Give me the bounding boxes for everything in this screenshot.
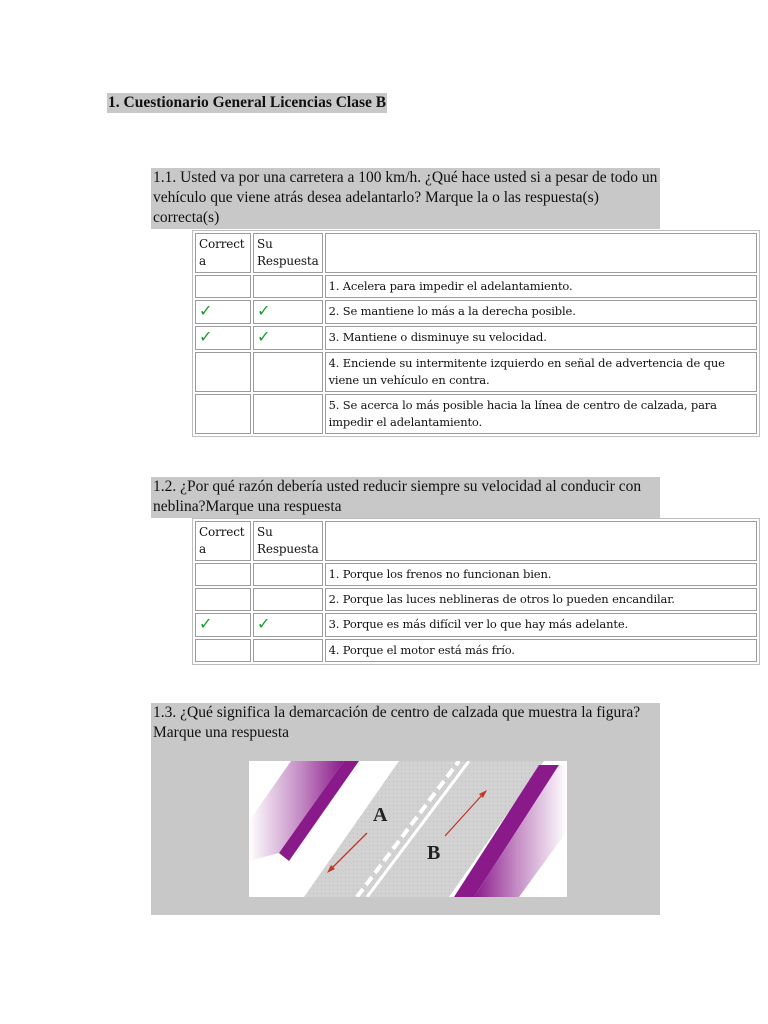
option-text: 3. Mantiene o disminuye su velocidad. [325,326,757,350]
correct-cell [195,326,251,350]
check-icon: ✓ [257,327,271,346]
option-text: 4. Enciende su intermitente izquierdo en señal de advertencia de que viene un vehículo en contra. [325,352,757,392]
user-answer-cell [253,639,323,662]
table-row [195,563,757,586]
user-answer-cell [253,352,323,392]
table-header-row [195,233,757,273]
header-user-answer: Su Respuesta [253,233,323,273]
user-answer-cell [253,275,323,298]
section-title: 1. Cuestionario General Licencias Clase B [108,94,387,111]
label-a: A [373,804,388,826]
table-row [195,275,757,298]
check-icon: ✓ [199,301,213,320]
header-user-answer: Su Respuesta [253,521,323,561]
check-icon: ✓ [199,327,213,346]
header-correct: Correct a [195,233,251,273]
option-text: 5. Se acerca lo más posible hacia la línea de centro de calzada, para impedir el adelantamiento. [325,394,757,434]
question-1-3-text: 1.3. ¿Qué significa la demarcación de centro de calzada que muestra la figura? Marque una respuesta [153,704,641,741]
user-answer-cell [253,300,323,324]
table-row [195,394,757,434]
table-row [195,613,757,637]
question-1-2-prompt: 1.2. ¿Por qué razón debería usted reducir siempre su velocidad al conducir con neblina?Marque una respuesta [151,477,660,518]
label-b: B [427,842,441,864]
option-text: 3. Porque es más difícil ver lo que hay más adelante. [325,613,757,637]
option-text: 1. Porque los frenos no funcionan bien. [325,563,757,586]
table-row [195,300,757,324]
table-row [195,588,757,611]
option-text: 4. Porque el motor está más frío. [325,639,757,662]
question-1-1-prompt: 1.1. Usted va por una carretera a 100 km/h. ¿Qué hace usted si a pesar de todo un vehículo que viene atrás desea adelantarlo? Marque la o las respuesta(s) correcta(s) [151,168,660,229]
header-option [325,233,757,273]
user-answer-cell [253,563,323,586]
correct-cell [195,394,251,434]
question-1-2-answers [192,518,760,665]
user-answer-cell [253,326,323,350]
correct-cell [195,352,251,392]
check-icon: ✓ [199,614,213,633]
user-answer-cell [253,588,323,611]
header-option [325,521,757,561]
correct-cell [195,588,251,611]
question-1-1-answers [192,230,760,437]
header-correct: Correct a [195,521,251,561]
user-answer-cell [253,394,323,434]
correct-cell [195,300,251,324]
correct-cell [195,639,251,662]
correct-cell [195,563,251,586]
check-icon: ✓ [257,301,271,320]
correct-cell [195,613,251,637]
option-text: 2. Se mantiene lo más a la derecha posible. [325,300,757,324]
option-text: 1. Acelera para impedir el adelantamiento. [325,275,757,298]
table-row [195,326,757,350]
check-icon: ✓ [257,614,271,633]
table-row [195,639,757,662]
user-answer-cell [253,613,323,637]
table-row [195,352,757,392]
correct-cell [195,275,251,298]
road-marking-figure [249,761,567,897]
road-figure-svg [249,761,567,897]
table-header-row [195,521,757,561]
option-text: 2. Porque las luces neblineras de otros lo pueden encandilar. [325,588,757,611]
